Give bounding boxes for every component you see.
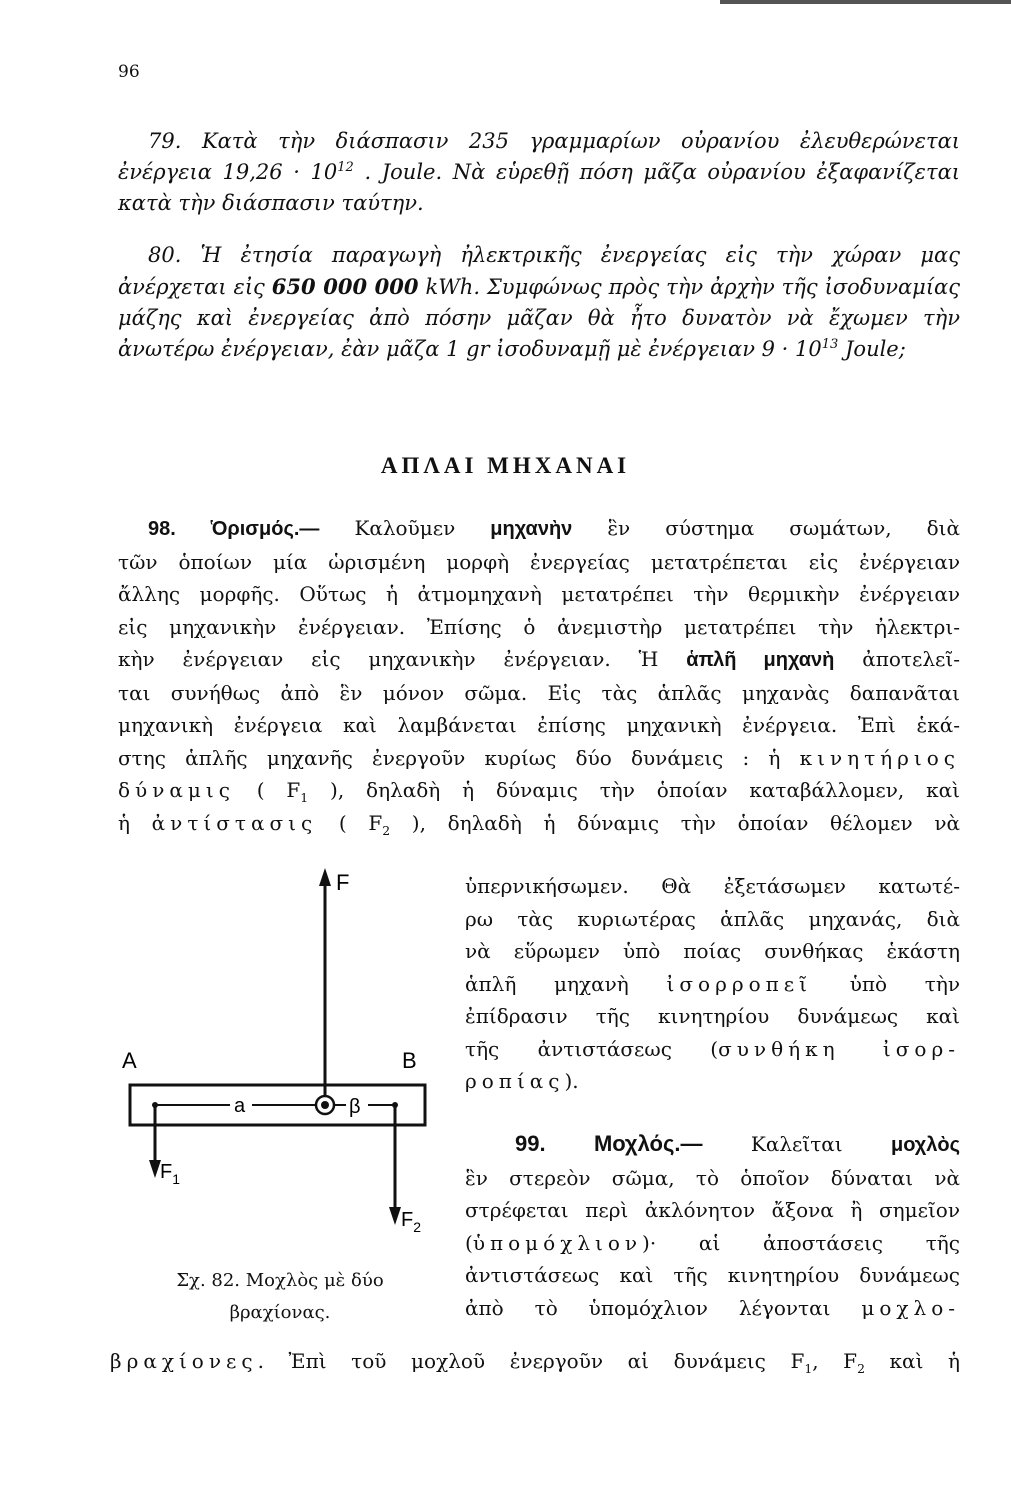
section-title: Ὁρισμός.—: [210, 518, 320, 540]
page-number: 96: [118, 62, 140, 82]
force-F-arrowhead: [319, 868, 331, 886]
label-F: F: [336, 870, 350, 895]
label-A: A: [122, 1048, 137, 1073]
problem-number: 79.: [148, 129, 182, 153]
label-beta: β: [349, 1096, 361, 1118]
problem-79: 79. Κατὰ τὴν διάσπασιν 235 γραμμαρίων οὐρανίου ἐλευθερώνεται ἐνέργεια $19,26 \cdot 10^{12}$ . Joule. Νὰ εὑρεθῇ πόση μᾶζα οὐρανίου ἐξαφανίζεται κατὰ τὴν διάσπασιν ταύτην.: [118, 129, 960, 215]
section-99-last-line: βραχίονες. Ἐπὶ τοῦ μοχλοῦ ἐνεργοῦν αἱ δυνάμεις $F_1$, $F_2$ καὶ ἡ: [110, 1349, 960, 1376]
scan-edge-line: [720, 0, 1011, 4]
force-F2-arrowhead: [389, 1207, 401, 1225]
lever-figure: [110, 860, 450, 1264]
label-F1: $F_1$: [160, 1161, 181, 1187]
section-99: 99. Μοχλός.— Καλεῖται μοχλὸς ἓν στερεὸν σῶμα, τὸ ὁποῖον δύναται νὰ στρέφεται περὶ ἀκλόνητον ἄξονα ἢ σημεῖον (ὑπομόχλιον)· αἱ ἀποστάσεις τῆς ἀντιστάσεως καὶ τῆς κινητηρίου δυνάμεως ἀπὸ τὸ ὑπομόχλιον λέγονται μοχλο-: [465, 1131, 960, 1320]
problem-number: 80.: [148, 243, 182, 267]
problem-80: 80. Ἡ ἐτησία παραγωγὴ ἠλεκτρικῆς ἐνεργείας εἰς τὴν χώραν μας ἀνέρχεται εἰς 650 000 000 kWh. Συμφώνως πρὸς τὴν ἀρχὴν τῆς ἰσοδυναμίας μάζης καὶ ἐνεργείας ἀπὸ πόσην μᾶζαν θὰ ἦτο δυνατὸν νὰ ἔχωμεν τὴν ἀνωτέρω ἐνέργειαν, ἐὰν μᾶζα 1 gr ἰσοδυναμῇ μὲ ἐνέργειαν $9 \cdot 10^{13}$ Joule;: [118, 243, 960, 361]
label-a: a: [234, 1095, 246, 1117]
section-98-continued: ὑπερνικήσωμεν. Θὰ ἐξετάσωμεν κατωτέ- ρω τὰς κυριωτέρας ἁπλᾶς μηχανάς, διὰ νὰ εὕρωμεν ὑπὸ ποίας συνθήκας ἑκάστη ἁπλῆ μηχανὴ ἰσορροπεῖ ὑπὸ τὴν ἐπίδρασιν τῆς κινητηρίου δυνάμεως καὶ τῆς ἀντιστάσεως (συνθήκη ἰσορ- ροπίας).: [465, 874, 960, 1093]
section-heading: ΑΠΛΑΙ ΜΗΧΑΝΑΙ: [380, 453, 631, 478]
figure-caption: Σχ. 82. Μοχλὸς μὲ δύο βραχίονας.: [176, 1270, 384, 1323]
label-B: B: [402, 1048, 417, 1073]
label-F2: $F_2$: [401, 1209, 422, 1235]
section-title: Μοχλός.—: [593, 1131, 703, 1156]
section-98: 98. Ὁρισμός.— Καλοῦμεν μηχανὴν ἓν σύστημα σωμάτων, διὰ τῶν ὁποίων μία ὡρισμένη μορφὴ ἐνεργείας μετατρέπεται εἰς ἐνέργειαν ἄλλης μορφῆς. Οὕτως ἡ ἀτμομηχανὴ μετατρέπει τὴν θερμικὴν ἐνέργειαν εἰς μηχανικὴν ἐνέργειαν. Ἐπίσης ὁ ἀνεμιστὴρ μετατρέπει τὴν ἠλεκτρι- κὴν ἐνέργειαν εἰς μηχανικὴν ἐνέργειαν. Ἡ ἁπλῆ μηχανὴ ἀποτελεῖ- ται συνήθως ἀπὸ ἓν μόνον σῶμα. Εἰς τὰς ἁπλᾶς μηχανὰς δαπανᾶται μηχανικὴ ἐνέργεια καὶ λαμβάνεται ἐπίσης μηχανικὴ ἐνέργεια. Ἐπὶ ἑκά- στης ἁπλῆς μηχανῆς ἐνεργοῦν κυρίως δύο δυνάμεις : ἡ κινητήριος δύναμις ( $F_1$ ), δηλαδὴ ἡ δύναμις τὴν ὁποίαν καταβάλλομεν, καὶ ἡ ἀντίστασις ( $F_2$ ), δηλαδὴ ἡ δύναμις τὴν ὁποίαν θέλομεν νὰ: [118, 516, 961, 838]
